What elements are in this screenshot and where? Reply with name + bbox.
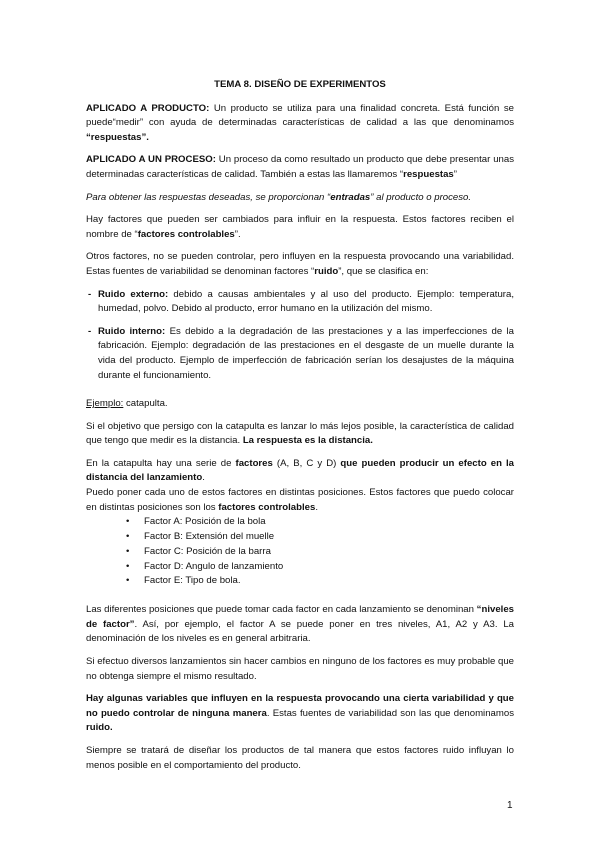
bold-text: que pueden producir un efecto en la distancia del lanzamiento <box>86 457 515 484</box>
list-item <box>98 288 514 317</box>
paragraph-ruido <box>86 250 514 279</box>
text: debido a causas ambientales y al uso del producto. Ejemplo: temperatura, humedad, polvo. Debido al producto, error humano en la utilización del mismo. <box>98 288 514 315</box>
paragraph-lanzamientos <box>86 655 514 684</box>
text: ” <box>453 168 457 180</box>
bold-text: Hay algunas variables que influyen en la respuesta provocando una cierta variabilidad y que no puedo controlar de ninguna manera <box>86 693 514 719</box>
text: ”, que se clasifica en: <box>338 265 429 277</box>
paragraph-producto <box>86 102 514 146</box>
text: Las diferentes posiciones que puede tomar cada factor en cada lanzamiento se denominan <box>86 604 477 616</box>
bold-text: entradas <box>330 191 371 203</box>
text: . Así, por ejemplo, el factor A se puede poner en tres niveles, A1, A2 y A3. La denominación de los niveles es en general arbitraria. <box>86 618 514 645</box>
bold-text: APLICADO A PRODUCTO: <box>86 102 210 114</box>
text: ” al producto o proceso. <box>370 191 472 203</box>
text: ”. <box>234 228 241 240</box>
bold-text: respuestas <box>403 168 454 180</box>
text: Si el objetivo que persigo con la catapulta es lanzar lo más lejos posible, la característica de calidad que tengo que medir es la distancia. <box>86 420 514 447</box>
document-body <box>86 78 514 781</box>
paragraph-ejemplo <box>86 397 514 412</box>
paragraph-niveles <box>86 603 514 647</box>
paragraph-entradas <box>86 191 514 206</box>
bold-text: factores controlables <box>218 501 316 513</box>
text: Si efectuo diversos lanzamientos sin hacer cambios en ninguno de los factores es muy probable que no obtenga siempre el mismo resultado. <box>86 656 514 682</box>
paragraph-variables <box>86 692 514 736</box>
bold-text: Ruido externo: <box>98 288 169 300</box>
bold-text: ruido <box>314 265 339 277</box>
text: Un proceso da como resultado un producto que debe presentar unas determinadas características de calidad. También a estas las llamaremos “ <box>86 154 514 180</box>
text: Es debido a la degradación de las prestaciones y a las imperfecciones de la fabricación. Ejemplo: degradación de las prestaciones en el desgaste de un muelle durante la vida del producto. Ejemplo de imperfección de fabricación serían los desajustes de la máquina durante el funcionamiento. <box>98 325 515 381</box>
page-title: TEMA 8. DISEÑO DE EXPERIMENTOS <box>214 79 386 90</box>
paragraph-posiciones <box>86 486 514 515</box>
text: Hay factores que pueden ser cambiados para influir en la respuesta. Estos factores reciben el nombre de “ <box>86 214 514 240</box>
text: Otros factores, no se pueden controlar, pero influyen en la respuesta provocando una variabilidad. Estas fuentes de variabilidad se denominan factores “ <box>86 251 514 277</box>
paragraph-objetivo <box>86 420 514 449</box>
bold-text: “niveles de factor” <box>86 604 514 630</box>
paragraph-disenar <box>86 744 514 773</box>
bold-text: factores <box>235 457 273 469</box>
bold-text: La respuesta es la distancia. <box>242 435 373 447</box>
list-item: • Factor E: Tipo de bola. <box>144 574 514 589</box>
list-item: • Factor A: Posición de la bola <box>144 515 514 530</box>
list-item: • Factor D: Angulo de lanzamiento <box>144 560 514 575</box>
list-item: • Factor B: Extensión del muelle <box>144 530 514 545</box>
text: Siempre se tratará de diseñar los productos de tal manera que estos factores ruido influyan lo menos posible en el comportamiento del producto. <box>86 744 514 771</box>
text: . <box>315 501 318 513</box>
list-item: • Factor C: Posición de la barra <box>144 545 514 560</box>
bold-text: factores controlables <box>137 228 235 240</box>
underlined-text: Ejemplo: <box>86 398 124 410</box>
list-item <box>98 325 514 383</box>
paragraph-controlables <box>86 213 514 242</box>
text: . Estas fuentes de variabilidad son las que denominamos <box>266 707 514 719</box>
text: (A, B, C y D) <box>272 457 341 469</box>
noise-list <box>86 288 514 384</box>
factors-list <box>86 515 514 589</box>
text: Para obtener las respuestas deseadas, se proporcionan “ <box>86 191 331 203</box>
bold-text: APLICADO A UN PROCESO: <box>86 154 216 166</box>
text: . <box>202 472 205 484</box>
text: Un producto se utiliza para una finalidad concreta. Está función se puede“medir” con ayuda de determinadas características de calidad a las que denominamos <box>86 102 514 129</box>
text: Puedo poner cada uno de estos factores en distintas posiciones. Estos factores que puedo colocar en distintas posiciones son los <box>86 487 514 513</box>
text: En la catapulta hay una serie de <box>86 457 236 469</box>
paragraph-factores <box>86 457 514 486</box>
page-number: 1 <box>507 800 513 811</box>
text: catapulta. <box>123 398 168 410</box>
bold-text: Ruido interno: <box>98 325 166 337</box>
paragraph-proceso <box>86 153 514 182</box>
bold-text: ruido. <box>86 722 113 734</box>
bold-text: “respuestas”. <box>86 131 149 143</box>
